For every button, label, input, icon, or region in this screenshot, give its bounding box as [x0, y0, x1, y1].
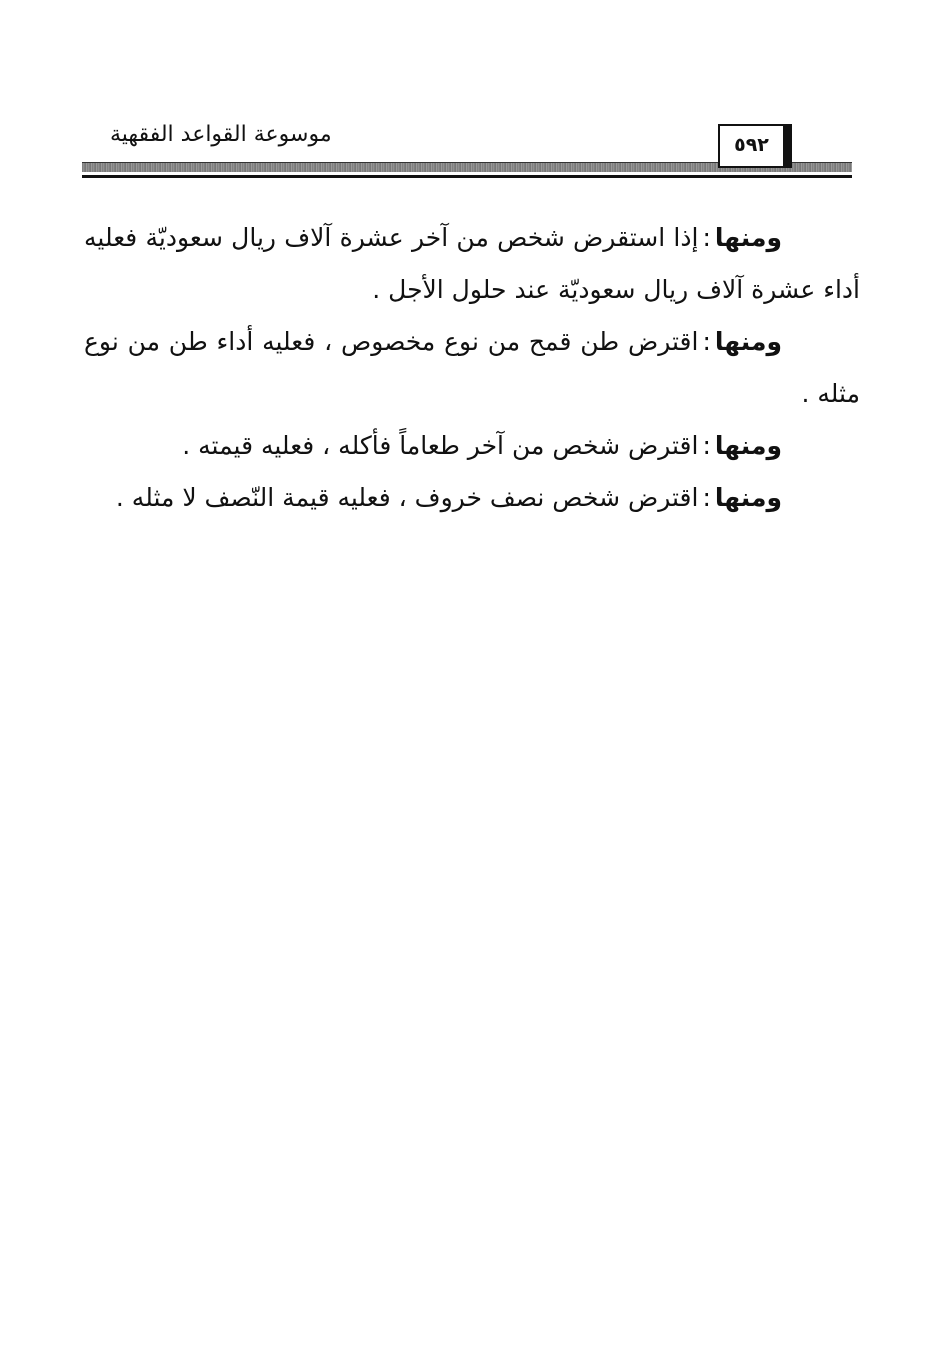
paragraph-text: اقترض شخص نصف خروف ، فعليه قيمة النّصف لا مثله .	[115, 483, 699, 512]
paragraph-4	[84, 472, 860, 524]
paragraph-lead: ومنها	[714, 223, 782, 252]
paragraph-separator: :	[702, 483, 711, 512]
paragraph-lead: ومنها	[714, 483, 782, 512]
page-number: ٥٩٢	[734, 134, 769, 156]
paragraph-text: إذا استقرض شخص من آخر عشرة آلاف ريال سعوديّة فعليه أداء عشرة آلاف ريال سعوديّة عند حلول الأجل .	[84, 223, 860, 304]
paragraph-text: اقترض شخص من آخر طعاماً فأكله ، فعليه قيمته .	[182, 431, 699, 460]
paragraph-separator: :	[702, 431, 711, 460]
page-body	[84, 212, 860, 524]
paragraph-3	[84, 420, 860, 472]
paragraph-lead: ومنها	[714, 327, 782, 356]
paragraph-lead: ومنها	[714, 431, 782, 460]
page-header	[82, 118, 852, 182]
page-number-box	[718, 124, 792, 168]
paragraph-separator: :	[702, 327, 711, 356]
book-title: موسوعة القواعد الفقهية	[110, 122, 332, 147]
paragraph-separator: :	[702, 223, 711, 252]
paragraph-text: اقترض طن قمح من نوع مخصوص ، فعليه أداء طن من نوع مثله .	[84, 327, 860, 408]
paragraph-1	[84, 212, 860, 316]
paragraph-2	[84, 316, 860, 420]
header-rule-line	[82, 175, 852, 178]
